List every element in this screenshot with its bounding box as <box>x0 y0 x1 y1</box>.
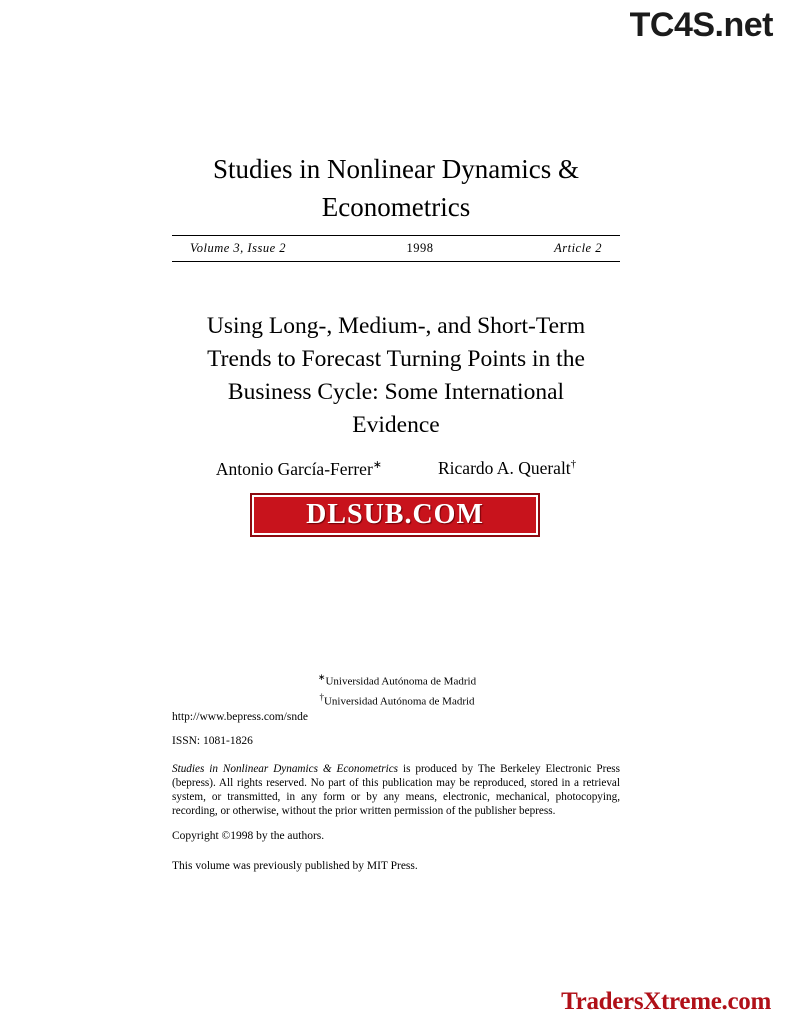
author-list <box>150 458 642 480</box>
article-title-line-4: Evidence <box>352 412 440 438</box>
author-entry <box>216 458 382 480</box>
watermark-bottom-right: TradersXtreme.com <box>561 988 771 1015</box>
previous-publication-line: This volume was previously published by MIT Press. <box>172 860 418 872</box>
journal-url[interactable]: http://www.bepress.com/snde <box>172 711 308 724</box>
author-footnote-marker: † <box>570 458 577 471</box>
footnote-second <box>172 690 622 710</box>
author-entry <box>438 458 576 480</box>
article-title-line-2: Trends to Forecast Turning Points in the <box>207 346 585 372</box>
footnote-first-text: Universidad Autónoma de Madrid <box>325 675 477 688</box>
journal-volume-issue: Volume 3, Issue 2 <box>190 241 286 255</box>
issn-line: ISSN: 1081-1826 <box>172 735 253 747</box>
journal-title-line-2: Econometrics <box>321 192 471 222</box>
journal-title <box>172 150 620 226</box>
rights-text: is produced by The Berkeley Electronic Press (bepress). All rights reserved. No part of this publication may be reproduced, stored in a retrieval system, or transmitted, in any form or by any means, electronic, mechanical, photocopying, recording, or otherwise, without the prior written permission of the publisher bepress. <box>172 763 621 817</box>
footnote-block <box>172 670 622 725</box>
article-title-line-3: Business Cycle: Some International <box>227 379 565 405</box>
copyright-line: Copyright ©1998 by the authors. <box>172 830 325 842</box>
footnote-marker: ∗ <box>317 672 326 682</box>
rights-statement <box>172 762 620 818</box>
journal-title-line-1: Studies in Nonlinear Dynamics & <box>213 154 579 184</box>
journal-year: 1998 <box>406 241 434 255</box>
watermark-center: DLSUB.COM <box>252 495 538 535</box>
author-name: Antonio García-Ferrer <box>215 458 373 479</box>
author-name: Ricardo A. Queralt <box>438 458 571 478</box>
journal-article-number: Article 2 <box>554 241 602 255</box>
article-title <box>150 310 642 442</box>
journal-issue-line <box>172 235 620 262</box>
footnote-first <box>172 670 622 690</box>
footnote-second-text: Universidad Autónoma de Madrid <box>323 695 475 708</box>
author-footnote-marker: ∗ <box>372 459 382 471</box>
watermark-top-right: TC4S.net <box>629 6 773 44</box>
article-title-line-1: Using Long-, Medium-, and Short-Term <box>206 313 586 339</box>
footnote-marker: † <box>319 691 324 702</box>
rights-journal-name: Studies in Nonlinear Dynamics & Econometrics <box>172 763 399 775</box>
